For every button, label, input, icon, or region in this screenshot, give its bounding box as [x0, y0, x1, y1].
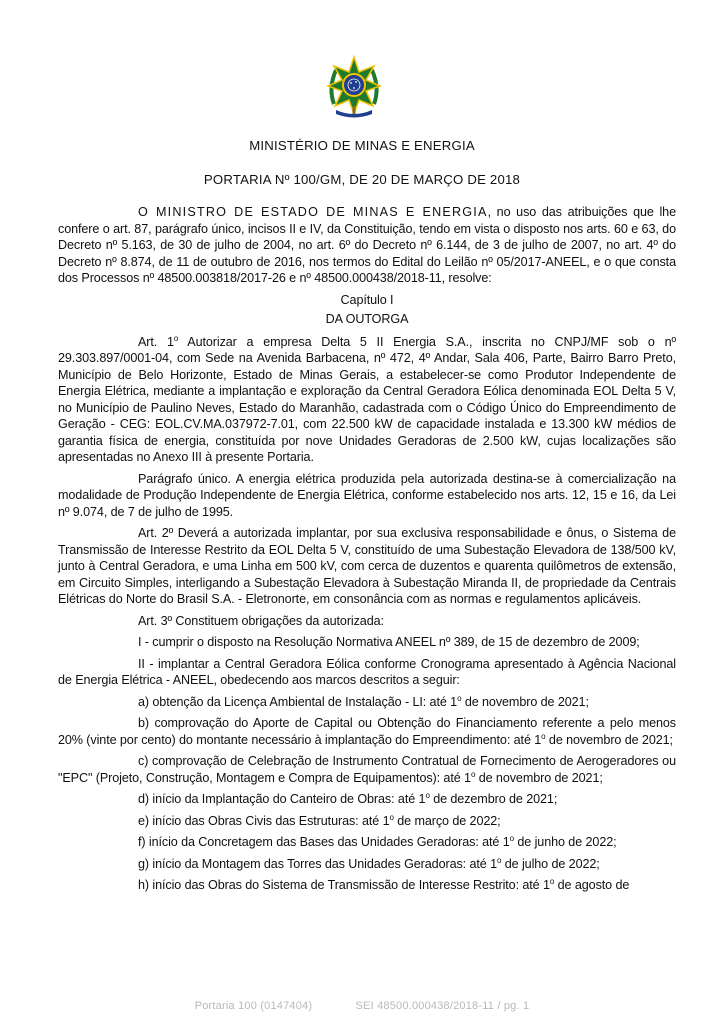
milestone-d: [58, 791, 676, 808]
article-1-sup: o: [173, 333, 179, 343]
footer-sei-reference: SEI 48500.000438/2018-11 / pg. 1: [355, 1000, 530, 1012]
milestone-b-date: de novembro de 2021;: [545, 732, 673, 747]
page-footer: [0, 1000, 724, 1012]
item-ii: II - implantar a Central Geradora Eólica conforme Cronograma apresentado à Agência Nacional de Energia Elétrica - ANEEL, obedecendo aos marcos descritos a seguir:: [58, 656, 676, 687]
milestone-f: [58, 834, 676, 851]
article-1-text: Autorizar a empresa Delta 5 II Energia S.A., inscrita no CNPJ/MF sob o nº 29.303.897/0001-04, com Sede na Avenida Barbacena, nº 472, 4º Andar, Sala 406, Parte, Bairro Barro Preto, Município de Belo Horizonte, Estado de Minas Gerais, a estabelecer-se como Produtor Independente de Energia Elétrica, mediante a implantação e exploração da Central Geradora Eólica denominada EOL Delta 5 V, no Município de Paulino Neves, Estado do Maranhão, cadastrada com o Código Único do Empreendimento de Geração - CEG: EOL.CV.MA.037972-7.01, com 22.500 kW de capacidade instalada e 13.300 kW médios de garantia física de energia, constituída por nove Unidades Geradoras de 2.500 kW, cujas localizações são apresentadas no Anexo III à presente Portaria.: [58, 334, 676, 464]
milestone-d-sup: o: [425, 790, 430, 800]
sole-paragraph: Parágrafo único. A energia elétrica produzida pela autorizada destina-se à comercialização na modalidade de Produção Independente de Energia Elétrica, conforme estabelecido nos arts. 12, 15 e 16, da Lei nº 9.074, de 7 de julho de 1995.: [58, 471, 676, 519]
preamble-paragraph: [58, 204, 676, 287]
milestone-e-date: de março de 2022;: [393, 813, 501, 828]
milestone-h-date: de agosto de: [554, 878, 630, 892]
milestone-h: [58, 877, 676, 894]
milestone-f-sup: o: [509, 833, 514, 843]
article-2: Art. 2º Deverá a autorizada implantar, por sua exclusiva responsabilidade e ônus, o Sistema de Transmissão de Interesse Restrito da EOL Delta 5 V, constituído de uma Subestação Elevadora de 138/500 kV, junto à Central Geradora, e uma Linha em 500 kV, com cerca de duzentos e quarenta quilômetros de extensão, em Circuito Simples, interligando a Subestação Elevadora à Subestação Miranda II, de propriedade da Centrais Elétricas do Norte do Brasil S.A. - Eletronorte, em consonância com as normas e regulamentos aplicáveis.: [58, 526, 676, 606]
ministry-heading: MINISTÉRIO DE MINAS E ENERGIA: [249, 138, 475, 153]
milestone-d-date: de dezembro de 2021;: [429, 792, 558, 806]
milestone-f-date: de junho de 2022;: [513, 835, 617, 849]
milestone-d-text: d) início da Implantação do Canteiro de Obras: até 1: [138, 792, 426, 806]
article-1: [58, 334, 676, 466]
milestone-e-text: e) início das Obras Civis das Estruturas: até 1: [138, 813, 390, 828]
article-3: Art. 3º Constituem obrigações da autorizada:: [138, 613, 384, 628]
portaria-title: PORTARIA Nº 100/GM, DE 20 DE MARÇO DE 2018: [203, 172, 521, 187]
milestone-c-sup: o: [470, 769, 476, 779]
document-body: [58, 204, 676, 899]
brazil-coat-of-arms-icon: [324, 54, 384, 120]
milestone-c-text: c) comprovação de Celebração de Instrumento Contratual de Fornecimento de Aerogeradores ou "EPC" (Projeto, Construção, Montagem e Compra de Equipamentos): até 1: [58, 754, 676, 785]
milestone-e-sup: o: [389, 812, 394, 822]
chapter-title: DA OUTORGA: [325, 312, 409, 326]
item-i: I - cumprir o disposto na Resolução Normativa ANEEL nº 389, de 15 de dezembro de 2009;: [138, 635, 640, 649]
milestone-h-text: h) início das Obras do Sistema de Transmissão de Interesse Restrito: até 1: [138, 878, 550, 892]
footer-document-id: Portaria 100 (0147404): [194, 1000, 313, 1012]
preamble-minister: O MINISTRO DE ESTADO DE MINAS E ENERGIA: [138, 205, 488, 219]
milestone-g-date: de julho de 2022;: [501, 856, 600, 871]
article-1-label: Art. 1: [138, 334, 174, 349]
milestone-a-sup: o: [457, 693, 462, 703]
milestone-h-sup: o: [549, 876, 555, 886]
milestone-g-text: g) início da Montagem das Torres das Unidades Geradoras: até 1: [138, 856, 497, 871]
milestone-b: [58, 715, 676, 748]
milestone-g: [58, 856, 676, 873]
milestone-e: [58, 813, 676, 830]
milestone-c: [58, 753, 676, 786]
milestone-c-date: de novembro de 2021;: [475, 770, 603, 785]
milestone-a-text: a) obtenção da Licença Ambiental de Instalação - LI: até 1: [138, 694, 458, 709]
milestone-a-date: de novembro de 2021;: [461, 694, 589, 709]
milestone-f-text: f) início da Concretagem das Bases das Unidades Geradoras: até 1: [138, 835, 510, 849]
milestone-g-sup: o: [497, 855, 502, 865]
milestone-b-sup: o: [541, 731, 546, 741]
milestone-a: [58, 694, 676, 711]
preamble-text: , no uso das atribuições que lhe confere o art. 87, parágrafo único, incisos II e IV, da Constituição, tendo em vista o disposto nos arts. 60 e 63, do Decreto nº 5.163, de 30 de julho de 2004, no art. 6º do Decreto nº 6.144, de 3 de julho de 2007, no art. 4º do Decreto nº 8.874, de 11 de outubro de 2016, nos termos do Edital do Leilão nº 05/2017-ANEEL, e o que consta dos Processos nº 48500.003818/2017-26 e nº 48500.000438/2018-11, resolve:: [58, 205, 676, 285]
milestone-b-text: b) comprovação do Aporte de Capital ou Obtenção do Financiamento referente a pelo menos 20% (vinte por cento) do montante necessário à implantação do Empreendimento: até 1: [58, 716, 676, 747]
chapter-label: Capítulo I: [340, 292, 394, 307]
